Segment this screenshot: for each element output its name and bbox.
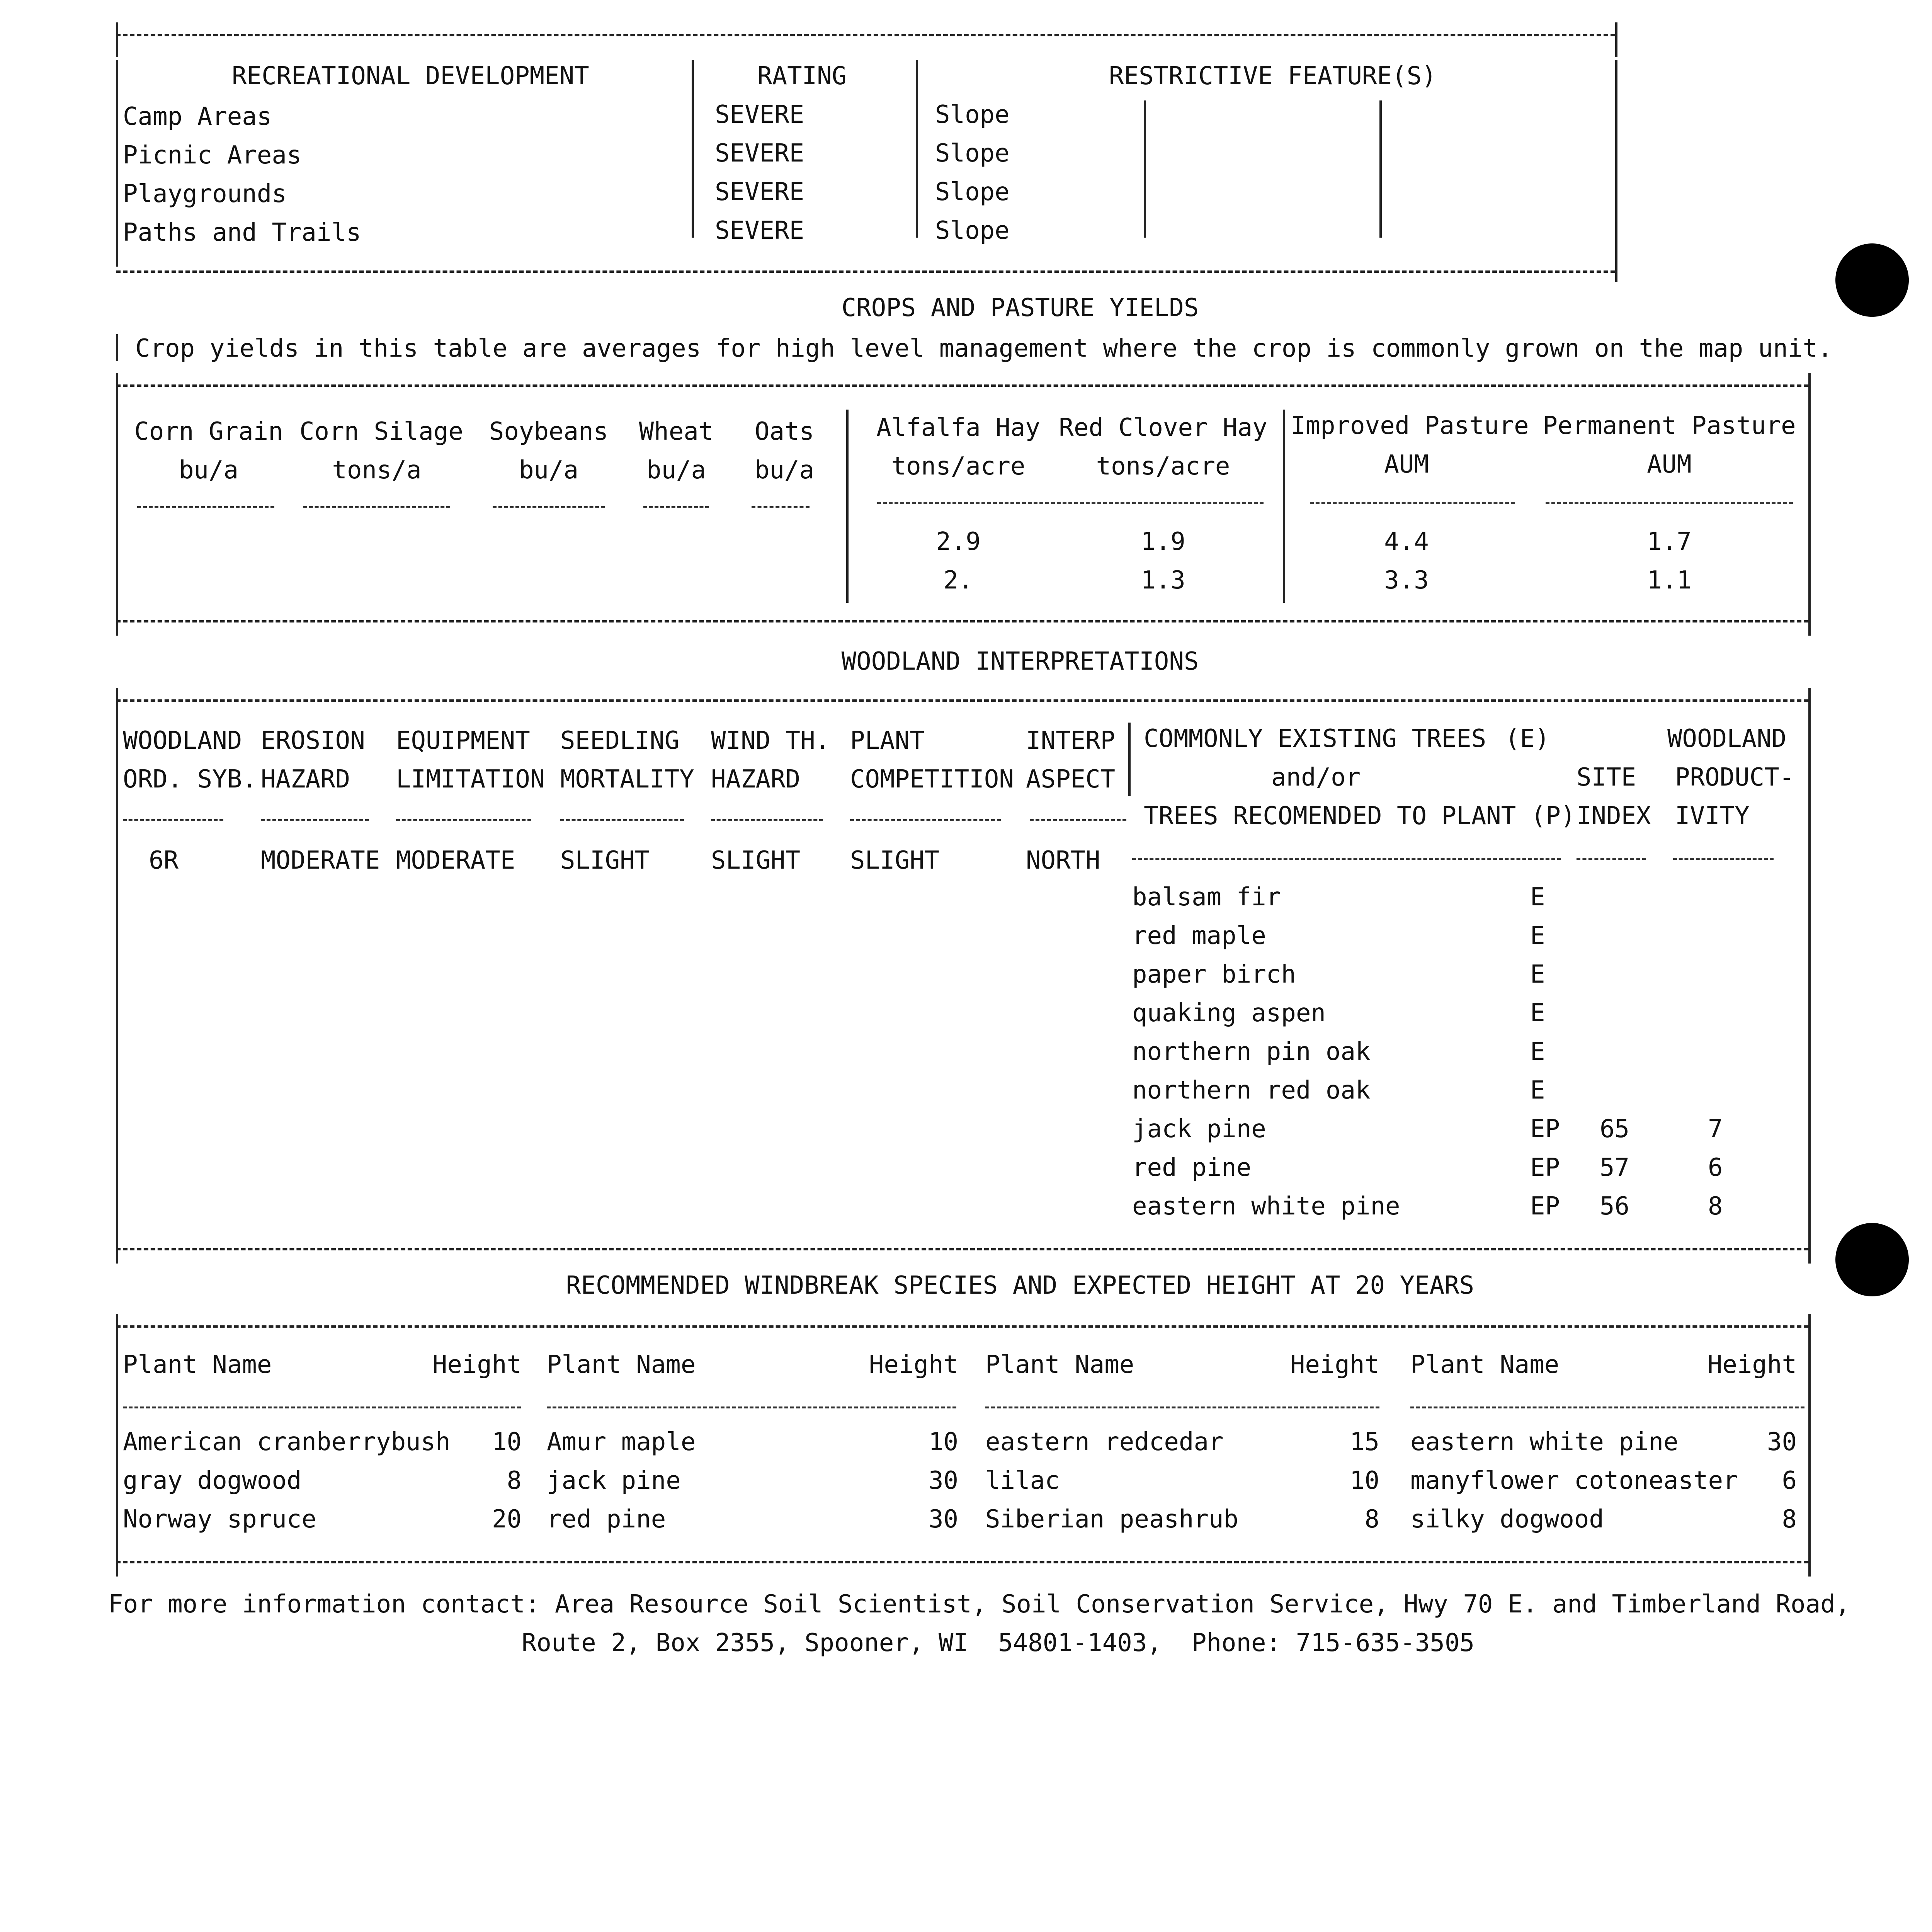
windbreak-plant-height: 10 xyxy=(492,1428,522,1456)
tree-site-index: 56 xyxy=(1600,1192,1630,1221)
rule xyxy=(116,1561,1808,1563)
windbreak-plant-name: silky dogwood xyxy=(1410,1505,1604,1534)
rule xyxy=(116,270,1615,273)
tree-name: northern pin oak xyxy=(1132,1037,1371,1066)
rule xyxy=(116,22,118,57)
rule xyxy=(116,688,118,1264)
rule xyxy=(123,1406,521,1408)
rule xyxy=(303,506,450,508)
rule xyxy=(1310,502,1515,504)
rule xyxy=(116,34,1615,36)
windbreak-plant-height: 8 xyxy=(507,1466,522,1495)
windbreak-col-height: Height xyxy=(869,1350,958,1379)
punch-hole-icon xyxy=(1835,243,1909,317)
windbreak-plant-name: lilac xyxy=(985,1466,1060,1495)
rule xyxy=(116,1314,118,1577)
recreational-row-feature: Slope xyxy=(935,178,1010,206)
windbreak-plant-height: 10 xyxy=(928,1428,958,1456)
rule xyxy=(116,384,1808,387)
crops-col-name: Corn Grain xyxy=(134,417,283,446)
windbreak-plant-name: manyflower cotoneaster xyxy=(1410,1466,1738,1495)
tree-productivity: 8 xyxy=(1708,1192,1723,1221)
crops-note: Crop yields in this table are averages for high level management where the crop is commonly grown on the map unit. xyxy=(135,334,1833,363)
windbreak-col-name: Plant Name xyxy=(547,1350,696,1379)
crops-cell: 1.1 xyxy=(1647,566,1692,595)
crops-cell: 4.4 xyxy=(1384,527,1429,556)
crops-col-unit: bu/a xyxy=(179,456,239,485)
woodland-header: COMPETITION xyxy=(850,765,1014,794)
windbreak-plant-height: 8 xyxy=(1364,1505,1379,1534)
tree-code: E xyxy=(1530,922,1545,950)
woodland-header: ASPECT xyxy=(1026,765,1116,794)
tree-productivity: 6 xyxy=(1708,1153,1723,1182)
windbreak-plant-name: Norway spruce xyxy=(123,1505,316,1534)
tree-name: eastern white pine xyxy=(1132,1192,1400,1221)
rule xyxy=(1615,22,1617,57)
crops-cell: 2.9 xyxy=(936,527,981,556)
woodland-header: (E) xyxy=(1505,724,1550,753)
rule xyxy=(116,620,1808,622)
windbreak-plant-height: 30 xyxy=(928,1505,958,1534)
woodland-header: COMMONLY EXISTING TREES xyxy=(1144,724,1486,753)
crops-col-unit: tons/acre xyxy=(891,452,1026,481)
recreational-row-rating: SEVERE xyxy=(715,100,804,129)
rule xyxy=(261,819,369,821)
rule xyxy=(1144,100,1146,238)
crops-cell: 1.9 xyxy=(1141,527,1185,556)
crops-col-unit: AUM xyxy=(1384,450,1429,479)
rule xyxy=(877,502,1264,504)
tree-name: red pine xyxy=(1132,1153,1252,1182)
rule xyxy=(116,1248,1808,1250)
windbreak-plant-height: 6 xyxy=(1782,1466,1797,1495)
recreational-row-name: Camp Areas xyxy=(123,102,272,131)
crops-col-unit: tons/a xyxy=(332,456,422,485)
rule xyxy=(752,506,810,508)
recreational-row-rating: SEVERE xyxy=(715,178,804,206)
contact-line-1: For more information contact: Area Resource Soil Scientist, Soil Conservation Service, Hwy 70 E. and Timberland Road, xyxy=(108,1590,1850,1619)
crops-col-name: Improved Pasture xyxy=(1291,412,1529,440)
tree-code: EP xyxy=(1530,1115,1560,1143)
windbreak-col-height: Height xyxy=(1707,1350,1797,1379)
woodland-competition: SLIGHT xyxy=(850,846,940,875)
crops-col-unit: bu/a xyxy=(754,456,815,485)
rule xyxy=(1673,858,1774,860)
crops-col-name: Soybeans xyxy=(489,417,609,446)
rule xyxy=(692,60,694,238)
crops-cell: 3.3 xyxy=(1384,566,1429,595)
tree-code: E xyxy=(1530,1076,1545,1105)
rule xyxy=(985,1406,1379,1408)
recreational-header-name: RECREATIONAL DEVELOPMENT xyxy=(232,62,589,90)
woodland-header: IVITY xyxy=(1675,802,1750,830)
rule xyxy=(116,373,118,636)
tree-site-index: 57 xyxy=(1600,1153,1630,1182)
rule xyxy=(116,334,118,361)
windbreak-col-height: Height xyxy=(432,1350,522,1379)
windbreak-plant-name: American cranberrybush xyxy=(123,1428,451,1456)
tree-code: E xyxy=(1530,883,1545,912)
tree-name: jack pine xyxy=(1132,1115,1266,1143)
recreational-header-features: RESTRICTIVE FEATURE(S) xyxy=(1109,62,1437,90)
crops-col-name: Oats xyxy=(754,417,815,446)
woodland-header: LIMITATION xyxy=(396,765,545,794)
rule xyxy=(711,819,823,821)
windbreak-col-height: Height xyxy=(1290,1350,1379,1379)
windbreak-col-name: Plant Name xyxy=(123,1350,272,1379)
woodland-header: MORTALITY xyxy=(560,765,694,794)
tree-productivity: 7 xyxy=(1708,1115,1723,1143)
recreational-row-feature: Slope xyxy=(935,216,1010,245)
rule xyxy=(1410,1406,1804,1408)
woodland-header: HAZARD xyxy=(711,765,801,794)
rule xyxy=(1132,858,1561,860)
rule xyxy=(846,410,849,603)
woodland-aspect: NORTH xyxy=(1026,846,1100,875)
tree-code: E xyxy=(1530,999,1545,1027)
recreational-row-feature: Slope xyxy=(935,100,1010,129)
tree-name: red maple xyxy=(1132,922,1266,950)
woodland-erosion: MODERATE xyxy=(261,846,380,875)
windbreak-plant-height: 10 xyxy=(1349,1466,1379,1495)
windbreak-plant-name: red pine xyxy=(547,1505,666,1534)
rule xyxy=(1615,60,1617,282)
windbreak-plant-name: Amur maple xyxy=(547,1428,696,1456)
woodland-header: and/or xyxy=(1271,763,1361,792)
rule xyxy=(560,819,684,821)
crops-col-unit: bu/a xyxy=(519,456,579,485)
windbreak-plant-name: jack pine xyxy=(547,1466,681,1495)
crops-col-name: Corn Silage xyxy=(299,417,463,446)
rule xyxy=(547,1406,956,1408)
tree-name: paper birch xyxy=(1132,960,1296,989)
rule xyxy=(116,1325,1808,1328)
rule xyxy=(916,60,918,238)
recreational-row-name: Playgrounds xyxy=(123,180,287,208)
crops-col-name: Wheat xyxy=(639,417,714,446)
woodland-ordination: 6R xyxy=(149,846,179,875)
rule xyxy=(116,699,1808,702)
woodland-header: EROSION xyxy=(261,726,365,755)
woodland-header: SEEDLING xyxy=(560,726,680,755)
windbreak-plant-name: gray dogwood xyxy=(123,1466,302,1495)
woodland-header: EQUIPMENT xyxy=(396,726,530,755)
windbreak-plant-height: 30 xyxy=(928,1466,958,1495)
woodland-header: WOODLAND xyxy=(123,726,242,755)
rule xyxy=(493,506,605,508)
tree-name: quaking aspen xyxy=(1132,999,1326,1027)
woodland-header: TREES RECOMENDED TO PLANT (P) xyxy=(1144,802,1576,830)
woodland-header: INDEX xyxy=(1577,802,1651,830)
tree-code: EP xyxy=(1530,1192,1560,1221)
woodland-header: HAZARD xyxy=(261,765,350,794)
crops-cell: 1.3 xyxy=(1141,566,1185,595)
rule xyxy=(1808,373,1811,636)
rule xyxy=(1128,723,1131,796)
rule xyxy=(643,506,709,508)
crops-cell: 2. xyxy=(943,566,973,595)
rule xyxy=(1379,100,1382,238)
contact-line-2: Route 2, Box 2355, Spooner, WI 54801-1403, Phone: 715-635-3505 xyxy=(522,1629,1475,1657)
rule xyxy=(1808,1314,1811,1577)
crops-col-unit: bu/a xyxy=(646,456,706,485)
recreational-row-feature: Slope xyxy=(935,139,1010,168)
tree-site-index: 65 xyxy=(1600,1115,1630,1143)
windbreak-col-name: Plant Name xyxy=(1410,1350,1560,1379)
tree-name: northern red oak xyxy=(1132,1076,1371,1105)
recreational-row-name: Picnic Areas xyxy=(123,141,302,170)
recreational-row-rating: SEVERE xyxy=(715,139,804,168)
tree-code: E xyxy=(1530,960,1545,989)
rule xyxy=(1577,858,1646,860)
woodland-header: WIND TH. xyxy=(711,726,830,755)
recreational-row-rating: SEVERE xyxy=(715,216,804,245)
windbreak-col-name: Plant Name xyxy=(985,1350,1134,1379)
crops-title: CROPS AND PASTURE YIELDS xyxy=(841,294,1199,322)
woodland-wind: SLIGHT xyxy=(711,846,801,875)
crops-col-unit: tons/acre xyxy=(1096,452,1230,481)
tree-code: EP xyxy=(1530,1153,1560,1182)
punch-hole-icon xyxy=(1835,1223,1909,1296)
crops-cell: 1.7 xyxy=(1647,527,1692,556)
crops-col-name: Red Clover Hay xyxy=(1059,413,1267,442)
windbreak-plant-height: 20 xyxy=(492,1505,522,1534)
crops-col-unit: AUM xyxy=(1647,450,1692,479)
windbreak-plant-height: 8 xyxy=(1782,1505,1797,1534)
rule xyxy=(850,819,1001,821)
rule xyxy=(1030,819,1126,821)
woodland-header: WOODLAND xyxy=(1667,724,1787,753)
tree-code: E xyxy=(1530,1037,1545,1066)
tree-name: balsam fir xyxy=(1132,883,1281,912)
woodland-header: PLANT xyxy=(850,726,925,755)
woodland-equipment: MODERATE xyxy=(396,846,515,875)
rule xyxy=(123,819,223,821)
recreational-row-name: Paths and Trails xyxy=(123,218,361,247)
rule xyxy=(137,506,274,508)
windbreak-plant-name: Siberian peashrub xyxy=(985,1505,1239,1534)
rule xyxy=(1808,688,1811,1264)
windbreak-plant-name: eastern redcedar xyxy=(985,1428,1224,1456)
recreational-header-rating: RATING xyxy=(757,62,847,90)
woodland-header: PRODUCT- xyxy=(1675,763,1794,792)
rule xyxy=(116,60,118,267)
windbreak-plant-name: eastern white pine xyxy=(1410,1428,1679,1456)
woodland-header: ORD. SYB. xyxy=(123,765,257,794)
rule xyxy=(396,819,531,821)
woodland-header: INTERP xyxy=(1026,726,1116,755)
rule xyxy=(1283,410,1285,603)
woodland-title: WOODLAND INTERPRETATIONS xyxy=(841,647,1199,676)
woodland-header: SITE xyxy=(1577,763,1636,792)
crops-col-name: Alfalfa Hay xyxy=(876,413,1040,442)
crops-col-name: Permanent Pasture xyxy=(1543,412,1796,440)
windbreak-title: RECOMMENDED WINDBREAK SPECIES AND EXPECTED HEIGHT AT 20 YEARS xyxy=(566,1271,1475,1300)
rule xyxy=(1546,502,1793,504)
woodland-seedling: SLIGHT xyxy=(560,846,650,875)
windbreak-plant-height: 15 xyxy=(1349,1428,1379,1456)
windbreak-plant-height: 30 xyxy=(1767,1428,1797,1456)
